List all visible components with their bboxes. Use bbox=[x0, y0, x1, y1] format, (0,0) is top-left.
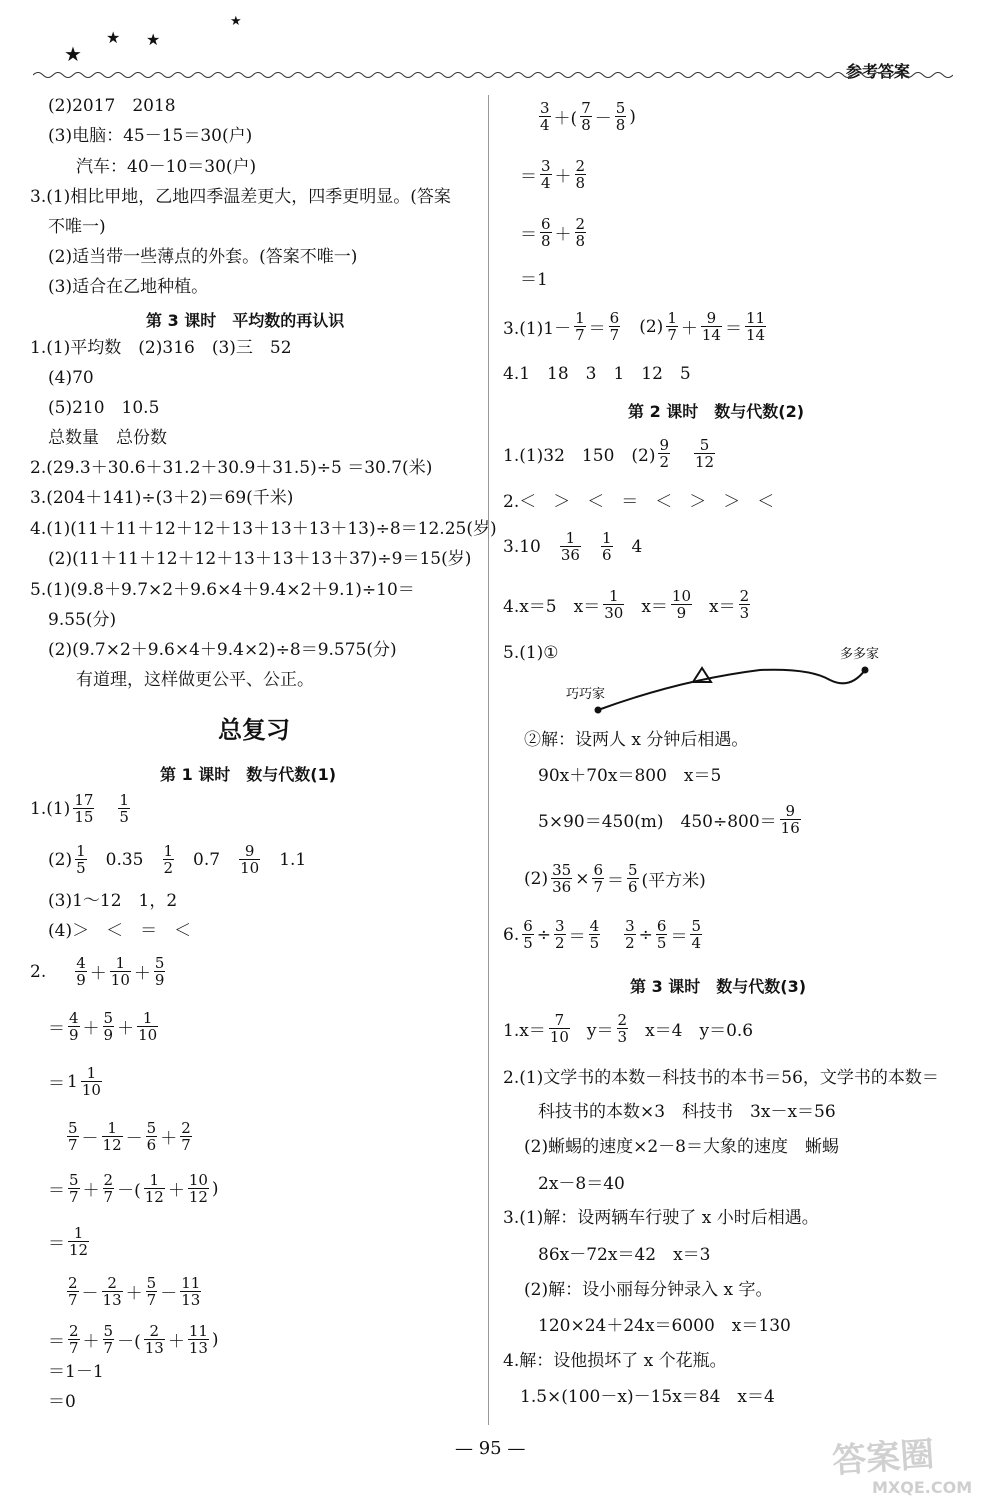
denominator: 7 bbox=[103, 1188, 114, 1206]
denominator: 2 bbox=[659, 453, 670, 471]
denominator: 5 bbox=[76, 859, 86, 877]
fraction bbox=[745, 310, 766, 343]
fraction bbox=[780, 803, 801, 836]
fraction bbox=[146, 1120, 158, 1153]
numerator: 5 bbox=[694, 437, 715, 454]
numerator: 1 bbox=[144, 1172, 165, 1189]
fraction bbox=[103, 1010, 115, 1043]
fraction bbox=[656, 918, 668, 951]
denominator: 12 bbox=[188, 1188, 208, 1206]
fraction bbox=[163, 843, 175, 876]
denominator: 12 bbox=[695, 453, 715, 471]
numerator: 1 bbox=[575, 309, 585, 327]
denominator: 13 bbox=[102, 1291, 122, 1309]
numerator: 10 bbox=[188, 1171, 208, 1189]
denominator: 6 bbox=[146, 1136, 157, 1154]
numerator: 1 bbox=[603, 588, 624, 605]
numerator: 3 bbox=[625, 917, 635, 935]
calc-line: ＝ $\frac{6}{8}$ ＋ $\frac{2}{8}$ bbox=[520, 215, 586, 250]
denominator: 7 bbox=[68, 1291, 78, 1309]
numerator: 1 bbox=[667, 309, 677, 327]
numerator: 1 bbox=[68, 1225, 89, 1242]
answer-line: 1.(1)32 150 (2) $\frac{9}{2}$ $\frac{5}{12}$ bbox=[503, 436, 715, 471]
numerator: 4 bbox=[589, 917, 600, 935]
fraction bbox=[137, 1010, 158, 1043]
answer-line: 6. $\frac{6}{5}$ ÷ $\frac{3}{2}$ ＝ $\frac{4}{5}$ $\frac{3}{2}$ ÷ $\frac{6}{5}$ ＝ $\frac{5}{4}$ bbox=[503, 917, 702, 952]
denominator: 7 bbox=[103, 1339, 114, 1357]
denominator: 7 bbox=[609, 326, 620, 344]
calc-line: 2. $\frac{4}{9}$ ＋ $\frac{1}{10}$ ＋ $\frac{5}{9}$ bbox=[30, 954, 165, 989]
numerator: 3 bbox=[541, 157, 551, 175]
denominator: 4 bbox=[541, 174, 551, 192]
denominator: 9 bbox=[76, 971, 86, 989]
answer-line: 科技书的本数×3 科技书 3x－x＝56 bbox=[538, 1102, 836, 1122]
denominator: 13 bbox=[144, 1339, 164, 1357]
answer-line: 2.＜ ＞ ＜ ＝ ＜ ＞ ＞ ＜ bbox=[503, 492, 775, 512]
numerator: 10 bbox=[671, 587, 691, 605]
denominator: 7 bbox=[593, 878, 603, 896]
numerator: 1 bbox=[560, 530, 581, 547]
denominator: 9 bbox=[676, 604, 687, 622]
denominator: 8 bbox=[541, 232, 551, 250]
fraction bbox=[549, 1012, 570, 1045]
fraction bbox=[666, 310, 678, 343]
answer-line: 有道理，这样做更公平、公正。 bbox=[76, 670, 314, 690]
answer-line: (3)电脑：45－15＝30(户) bbox=[48, 126, 253, 146]
numerator: 1 bbox=[163, 842, 174, 860]
denominator: 9 bbox=[103, 1026, 114, 1044]
answer-line: 4.x＝5 x＝ $\frac{1}{30}$ x＝ $\frac{10}{9}$ x＝ $\frac{2}{3}$ bbox=[503, 587, 750, 622]
column-divider bbox=[488, 95, 489, 1425]
denominator: 9 bbox=[69, 1026, 79, 1044]
denominator: 7 bbox=[69, 1339, 79, 1357]
numerator: 7 bbox=[581, 99, 591, 117]
fraction bbox=[739, 588, 751, 621]
denominator: 3 bbox=[617, 1028, 628, 1046]
calc-line: ＝ $\frac{1}{12}$ bbox=[48, 1224, 89, 1259]
denominator: 6 bbox=[627, 878, 638, 896]
denominator: 5 bbox=[523, 934, 533, 952]
denominator: 14 bbox=[745, 326, 766, 344]
fraction bbox=[68, 1010, 80, 1043]
answer-line: 9.55(分) bbox=[48, 610, 117, 630]
numerator: 5 bbox=[103, 1322, 114, 1340]
calc-line: $\frac{5}{7}$ － $\frac{1}{12}$ － $\frac{5}{6}$ ＋ $\frac{2}{7}$ bbox=[68, 1119, 191, 1154]
numerator: 11 bbox=[181, 1274, 201, 1292]
numerator: 5 bbox=[691, 917, 702, 935]
denominator: 8 bbox=[581, 116, 591, 134]
numerator: 4 bbox=[76, 954, 86, 972]
denominator: 7 bbox=[146, 1291, 157, 1309]
answer-line: 3.(1)1－ $\frac{1}{7}$ ＝ $\frac{6}{7}$ (2) $\frac{1}{7}$ ＋ $\frac{9}{14}$ ＝ $\frac{11}{14}$ bbox=[503, 309, 766, 344]
denominator: 30 bbox=[604, 604, 624, 622]
numerator: 1 bbox=[76, 842, 86, 860]
fraction bbox=[103, 1323, 115, 1356]
denominator: 5 bbox=[589, 934, 600, 952]
denominator: 36 bbox=[552, 878, 572, 896]
numerator: 5 bbox=[68, 1119, 78, 1137]
numerator: 5 bbox=[146, 1274, 157, 1292]
star-icon: ★ bbox=[230, 14, 242, 29]
answer-line: 4.(1)(11＋11＋12＋12＋13＋13＋13＋13)÷8＝12.25(岁) bbox=[30, 519, 497, 539]
fraction bbox=[68, 1323, 80, 1356]
denominator: 13 bbox=[188, 1339, 208, 1357]
calc-line: ＝ $\frac{3}{4}$ ＋ $\frac{2}{8}$ bbox=[520, 157, 586, 192]
star-icon: ★ bbox=[106, 28, 121, 47]
calc-line: ＝0 bbox=[48, 1392, 76, 1412]
numerator: 1 bbox=[119, 791, 129, 809]
chapter-title: 总复习 bbox=[218, 716, 290, 744]
route-label-start: 巧巧家 bbox=[566, 687, 606, 702]
numerator: 9 bbox=[780, 803, 801, 820]
numerator: 2 bbox=[69, 1322, 79, 1340]
denominator: 10 bbox=[138, 1026, 158, 1044]
fraction bbox=[580, 100, 592, 133]
fraction bbox=[592, 862, 604, 895]
calc-line: ＝ $\frac{5}{7}$ ＋ $\frac{2}{7}$ －( $\frac{1}{12}$ ＋ $\frac{10}{12}$ ) bbox=[48, 1171, 219, 1206]
fraction bbox=[601, 530, 613, 563]
denominator: 16 bbox=[780, 819, 800, 837]
fraction bbox=[110, 955, 131, 988]
numerator: 2 bbox=[181, 1119, 191, 1137]
denominator: 6 bbox=[601, 546, 612, 564]
denominator: 4 bbox=[540, 116, 550, 134]
denominator: 36 bbox=[560, 546, 580, 564]
denominator: 10 bbox=[549, 1028, 569, 1046]
numerator: 6 bbox=[593, 861, 603, 879]
answer-line: 3.10 $\frac{1}{36}$ $\frac{1}{6}$ 4 bbox=[503, 529, 643, 564]
numerator: 35 bbox=[552, 861, 572, 879]
fraction bbox=[551, 862, 572, 895]
fraction bbox=[658, 437, 670, 470]
answer-line: (2) $\frac{1}{5}$ 0.35 $\frac{1}{2}$ 0.7 $\frac{9}{10}$ 1.1 bbox=[48, 842, 307, 877]
denominator: 3 bbox=[739, 604, 750, 622]
answer-line: (2)2017 2018 bbox=[48, 96, 176, 116]
denominator: 10 bbox=[81, 1081, 101, 1099]
watermark-logo: 答案圈 bbox=[830, 1434, 936, 1482]
answer-line: 120×24＋24x＝6000 x＝130 bbox=[538, 1316, 791, 1336]
denominator: 13 bbox=[181, 1291, 201, 1309]
fraction bbox=[609, 310, 621, 343]
fraction bbox=[154, 955, 166, 988]
numerator: 2 bbox=[68, 1274, 78, 1292]
numerator: 6 bbox=[523, 917, 533, 935]
denominator: 14 bbox=[701, 326, 721, 344]
answer-line: 3.(204＋141)÷(3＋2)＝69(千米) bbox=[30, 488, 294, 508]
fraction bbox=[575, 216, 587, 249]
denominator: 5 bbox=[656, 934, 667, 952]
numerator: 1 bbox=[601, 529, 612, 547]
denominator: 12 bbox=[102, 1136, 122, 1154]
fraction bbox=[180, 1120, 192, 1153]
fraction bbox=[554, 918, 566, 951]
answer-line: 4.解：设他损坏了 x 个花瓶。 bbox=[503, 1351, 727, 1371]
calc-line: ＝ $\frac{2}{7}$ ＋ $\frac{5}{7}$ －( $\frac{2}{13}$ ＋ $\frac{11}{13}$ ) bbox=[48, 1322, 219, 1357]
fraction bbox=[617, 1012, 629, 1045]
fraction bbox=[144, 1323, 165, 1356]
end-point bbox=[862, 667, 869, 674]
numerator: 5 bbox=[103, 1009, 114, 1027]
numerator: 6 bbox=[541, 215, 551, 233]
numerator: 9 bbox=[701, 310, 722, 327]
numerator: 2 bbox=[575, 215, 586, 233]
fraction bbox=[68, 1225, 89, 1258]
section-heading: 第 3 课时 数与代数(3) bbox=[630, 977, 807, 996]
answer-line: 汽车：40－10＝30(户) bbox=[76, 157, 257, 177]
fraction bbox=[624, 918, 636, 951]
calc-line: ＝ $\frac{4}{9}$ ＋ $\frac{5}{9}$ ＋ $\frac{1}{10}$ bbox=[48, 1009, 158, 1044]
fraction bbox=[539, 100, 551, 133]
answer-line: 5.(1)① bbox=[503, 643, 559, 663]
fraction bbox=[188, 1172, 209, 1205]
fraction bbox=[603, 588, 624, 621]
fraction bbox=[560, 530, 581, 563]
denominator: 7 bbox=[667, 326, 677, 344]
denominator: 2 bbox=[163, 859, 174, 877]
fraction bbox=[146, 1275, 158, 1308]
fraction bbox=[522, 918, 534, 951]
fraction bbox=[144, 1172, 165, 1205]
watermark-url: MXQE.COM bbox=[872, 1478, 973, 1497]
answer-line: 2.(29.3＋30.6＋31.2＋30.9＋31.5)÷5 ＝30.7(米) bbox=[30, 458, 433, 478]
denominator: 9 bbox=[154, 971, 165, 989]
answer-line: 86x－72x＝42 x＝3 bbox=[538, 1245, 711, 1265]
numerator: 6 bbox=[656, 917, 667, 935]
answer-line: (3)适合在乙地种植。 bbox=[48, 277, 209, 297]
numerator: 3 bbox=[555, 917, 565, 935]
numerator: 5 bbox=[627, 861, 638, 879]
answer-line: (2)适当带一些薄点的外套。(答案不唯一) bbox=[48, 247, 358, 267]
fraction bbox=[694, 437, 715, 470]
denominator: 2 bbox=[625, 934, 635, 952]
numerator: 11 bbox=[745, 309, 766, 327]
denominator: 10 bbox=[110, 971, 130, 989]
fraction bbox=[73, 792, 94, 825]
numerator: 2 bbox=[617, 1011, 628, 1029]
answer-line: 2x－8＝40 bbox=[538, 1174, 625, 1194]
section-heading: 第 2 课时 数与代数(2) bbox=[628, 402, 805, 421]
denominator: 7 bbox=[69, 1188, 79, 1206]
denominator: 7 bbox=[575, 326, 585, 344]
fraction bbox=[180, 1275, 201, 1308]
denominator: 8 bbox=[575, 174, 586, 192]
fraction bbox=[671, 588, 692, 621]
answer-line: 4.1 18 3 1 12 5 bbox=[503, 364, 691, 384]
answer-line: 1.(1)平均数 (2)316 (3)三 52 bbox=[30, 338, 292, 358]
calc-line: $\frac{3}{4}$ ＋( $\frac{7}{8}$ － $\frac{5}{8}$ ) bbox=[540, 99, 636, 134]
denominator: 10 bbox=[240, 859, 260, 877]
star-icon: ★ bbox=[146, 30, 161, 49]
fraction bbox=[81, 1065, 102, 1098]
numerator: 1 bbox=[137, 1010, 158, 1027]
numerator: 4 bbox=[69, 1009, 79, 1027]
numerator: 17 bbox=[74, 791, 94, 809]
answer-line: (4)＞ ＜ ＝ ＜ bbox=[48, 921, 192, 941]
answer-line: ②解：设两人 x 分钟后相遇。 bbox=[524, 730, 749, 750]
fraction bbox=[701, 310, 722, 343]
fraction bbox=[102, 1120, 123, 1153]
numerator: 3 bbox=[540, 99, 550, 117]
answer-line: 5.(1)(9.8＋9.7×2＋9.6×4＋9.4×2＋9.1)÷10＝ bbox=[30, 580, 415, 600]
numerator: 1 bbox=[102, 1120, 123, 1137]
start-point bbox=[595, 707, 602, 714]
answer-line: 总数量 总份数 bbox=[48, 428, 167, 448]
route-label-end: 多多家 bbox=[840, 647, 880, 662]
answer-line: 90x＋70x＝800 x＝5 bbox=[538, 766, 722, 786]
fraction bbox=[690, 918, 702, 951]
numerator: 2 bbox=[102, 1275, 123, 1292]
fraction bbox=[589, 918, 601, 951]
numerator: 2 bbox=[575, 157, 586, 175]
header-wavy-divider bbox=[33, 70, 953, 80]
numerator: 5 bbox=[146, 1119, 157, 1137]
calc-line: ＝1 bbox=[520, 270, 548, 290]
fraction bbox=[67, 1120, 79, 1153]
route-sketch bbox=[560, 640, 900, 720]
section-heading: 第 1 课时 数与代数(1) bbox=[160, 765, 337, 784]
denominator: 5 bbox=[119, 808, 129, 826]
fraction bbox=[68, 1172, 80, 1205]
calc-line: $\frac{2}{7}$ － $\frac{2}{13}$ ＋ $\frac{5}{7}$ － $\frac{11}{13}$ bbox=[68, 1274, 201, 1309]
fraction bbox=[627, 862, 639, 895]
numerator: 9 bbox=[659, 436, 670, 454]
denominator: 4 bbox=[691, 934, 702, 952]
denominator: 15 bbox=[74, 808, 94, 826]
section-heading: 第 3 课时 平均数的再认识 bbox=[146, 311, 345, 330]
calc-line: ＝ 1 $\frac{1}{10}$ bbox=[48, 1064, 101, 1099]
denominator: 7 bbox=[181, 1136, 191, 1154]
fraction bbox=[102, 1275, 123, 1308]
fraction bbox=[75, 955, 87, 988]
answer-line: (2)(9.7×2＋9.6×4＋9.4×2)÷8＝9.575(分) bbox=[48, 640, 397, 660]
answer-line: 2.(1)文学书的本数－科技书的本书＝56，文学书的本数＝ bbox=[503, 1068, 939, 1088]
numerator: 1 bbox=[110, 955, 131, 972]
denominator: 2 bbox=[555, 934, 565, 952]
answer-line: 3.(1)相比甲地，乙地四季温差更大，四季更明显。(答案 bbox=[30, 187, 451, 207]
answer-line: 1.x＝ $\frac{7}{10}$ y＝ $\frac{2}{3}$ x＝4 y＝0.6 bbox=[503, 1011, 754, 1046]
answer-line: (5)210 10.5 bbox=[48, 398, 160, 418]
denominator: 12 bbox=[69, 1241, 89, 1259]
numerator: 5 bbox=[615, 99, 626, 117]
fraction bbox=[615, 100, 627, 133]
numerator: 9 bbox=[239, 843, 260, 860]
answer-line: (3)1～12 1，2 bbox=[48, 891, 178, 911]
denominator: 8 bbox=[615, 116, 626, 134]
numerator: 1 bbox=[81, 1065, 102, 1082]
answer-line: (2)蜥蜴的速度×2－8＝大象的速度 蜥蜴 bbox=[524, 1137, 839, 1157]
denominator: 12 bbox=[144, 1188, 164, 1206]
answer-line: (2)(11＋11＋12＋12＋13＋13＋13＋37)÷9＝15(岁) bbox=[48, 549, 472, 569]
answer-line: 5×90＝450(m) 450÷800＝ $\frac{9}{16}$ bbox=[538, 802, 800, 837]
answer-line: 不唯一) bbox=[48, 217, 106, 237]
fraction bbox=[118, 792, 130, 825]
fraction bbox=[188, 1323, 209, 1356]
fraction bbox=[540, 158, 552, 191]
answer-line: (4)70 bbox=[48, 368, 94, 388]
denominator: 8 bbox=[575, 232, 586, 250]
fraction bbox=[540, 216, 552, 249]
page-header-title: 参考答案 bbox=[846, 62, 911, 81]
numerator: 5 bbox=[154, 954, 165, 972]
numerator: 2 bbox=[739, 587, 750, 605]
numerator: 7 bbox=[549, 1012, 570, 1029]
fraction bbox=[67, 1275, 79, 1308]
numerator: 11 bbox=[188, 1322, 208, 1340]
fraction bbox=[574, 310, 586, 343]
answer-line: (2) $\frac{35}{36}$ × $\frac{6}{7}$ ＝ $\frac{5}{6}$ (平方米) bbox=[524, 861, 706, 896]
star-icon: ★ bbox=[64, 42, 82, 66]
fraction bbox=[575, 158, 587, 191]
answer-line: 1.5×(100－x)－15x＝84 x＝4 bbox=[520, 1387, 775, 1407]
answer-line: 1.(1) $\frac{17}{15}$ $\frac{1}{5}$ bbox=[30, 791, 129, 826]
calc-line: ＝1－1 bbox=[48, 1362, 104, 1382]
fraction bbox=[239, 843, 260, 876]
numerator: 5 bbox=[69, 1171, 79, 1189]
answer-line: (2)解：设小丽每分钟录入 x 字。 bbox=[524, 1280, 773, 1300]
denominator: 7 bbox=[68, 1136, 78, 1154]
numerator: 2 bbox=[103, 1171, 114, 1189]
fraction bbox=[103, 1172, 115, 1205]
fraction bbox=[75, 843, 87, 876]
page-number: — 95 — bbox=[455, 1438, 526, 1459]
numerator: 2 bbox=[144, 1323, 165, 1340]
answer-line: 3.(1)解：设两辆车行驶了 x 小时后相遇。 bbox=[503, 1208, 819, 1228]
numerator: 6 bbox=[609, 309, 620, 327]
